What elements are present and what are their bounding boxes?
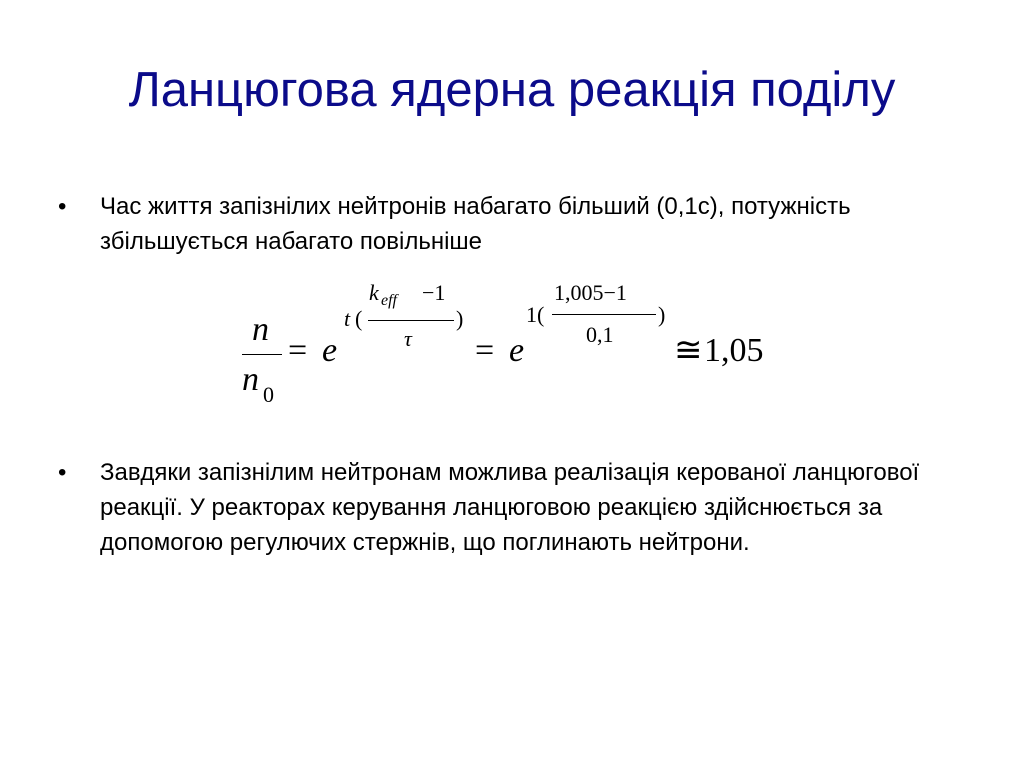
lhs-fraction-bar — [242, 354, 282, 355]
lhs-numerator: n — [252, 311, 269, 348]
exponent-close-paren-2: ) — [658, 302, 666, 327]
bullet-text-2: Завдяки запізнілим нейтронам можлива реалізація керованої ланцюгової реакції. У реакторах керування ланцюговою реакцією здійснюється за допомогою регулючих стержнів, що поглинають нейтрони. — [100, 459, 920, 556]
exponent-k: k — [369, 280, 379, 305]
exponent-denominator-2: 0,1 — [586, 322, 614, 347]
bullet-marker: • — [58, 193, 67, 220]
exponent-numerator-2: 1,005−1 — [554, 280, 627, 305]
exponent-fraction-bar-2 — [552, 314, 656, 315]
approx-sign: ≅ — [674, 332, 703, 369]
exp-base-e-1: e — [322, 332, 338, 369]
exponent-coefficient: 1( — [526, 302, 545, 327]
exponent-close-paren-1: ) — [456, 306, 464, 331]
exponent-minus-one: −1 — [422, 280, 446, 305]
lhs-denominator: n — [242, 361, 259, 398]
exponent-fraction-bar-1 — [368, 320, 454, 321]
equals-sign-1: = — [288, 332, 308, 369]
exponent-open-paren-1: ( — [355, 306, 363, 331]
bullet-marker: • — [58, 459, 67, 486]
exp-base-e-2: e — [509, 332, 525, 369]
lhs-denominator-subscript: 0 — [263, 382, 274, 407]
equals-sign-2: = — [475, 332, 495, 369]
formula-result: 1,05 — [704, 332, 764, 369]
slide-title: Ланцюгова ядерна реакція поділу — [128, 63, 896, 117]
exponent-tau: τ — [404, 326, 412, 351]
bullet-text-1: Час життя запізнілих нейтронів набагато більший (0,1с), потужність збільшується набагато повільніше — [100, 193, 851, 255]
decay-formula — [230, 276, 790, 416]
exponent-t: t — [344, 306, 351, 331]
exponent-k-subscript: eff — [381, 292, 397, 309]
